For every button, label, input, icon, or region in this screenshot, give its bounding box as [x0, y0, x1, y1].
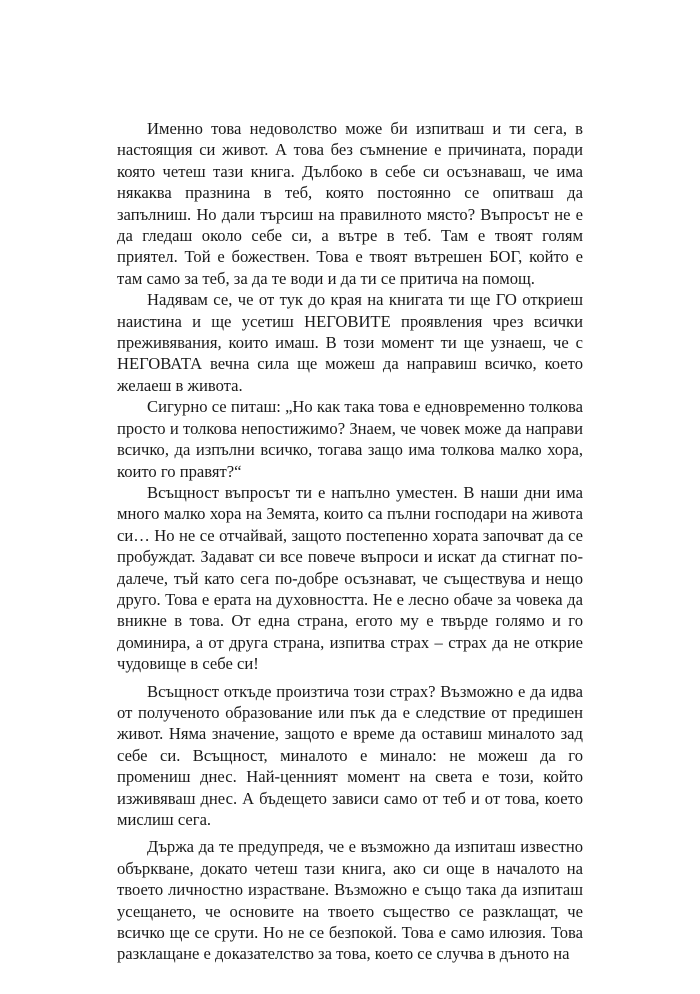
paragraph-5: Всъщност откъде произтича този страх? Възможно е да идва от полученото образование или пък да е следствие от предишен живот. Няма значение, защото е време да оставиш миналото зад себе си. Всъщност, миналото е минало: не можеш да го промениш днес. Най-ценният момент на света е този, който изживяваш днес. А бъдещето зависи само от теб и от това, което мислиш сега.	[117, 681, 583, 829]
paragraph-4: Всъщност въпросът ти е напълно уместен. В наши дни има много малко хора на Земята, които са пълни господари на живота си… Но не се отчайвай, защото постепенно хората започват да се пробуждат. Задават си все повече въпроси и искат да стигнат по-далече, тъй като сега по-добре осъзнават, че съществува и нещо друго. Това е ерата на духовността. Не е лесно обаче за човека да вникне в това. От една страна, егото му е твърде голямо и го доминира, а от друга страна, изпитва страх – страх да не открие чудовище в себе си!	[117, 482, 583, 674]
paragraph-2: Надявам се, че от тук до края на книгата ти ще ГО откриеш наистина и ще усетиш НЕГОВИТЕ проявления чрез всички преживявания, които имаш. В този момент ти ще узнаеш, че с НЕГОВАТА вечна сила ще можеш да направиш всичко, което желаеш в живота.	[117, 290, 583, 395]
paragraph-6: Държа да те предупредя, че е възможно да изпиташ известно объркване, докато четеш тази книга, ако си още в началото на твоето личностно израстване. Възможно е също така да изпиташ усещането, че основите на твоето същество се разклащат, че всичко ще се срути. Но не се безпокой. Това е само илюзия. Това разклащане е доказателство за това, което се случва в дъното на	[117, 837, 583, 964]
body-text	[117, 118, 583, 965]
paragraph-1: Именно това недоволство може би изпитваш и ти сега, в настоящия си живот. А това без съмнение е причината, поради която четеш тази книга. Дълбоко в себе си осъзнаваш, че има някаква празнина в теб, която постоянно се опитваш да запълниш. Но дали търсиш на правилното място? Въпросът не е да гледаш около себе си, а вътре в теб. Там е твоят голям приятел. Той е божествен. Това е твоят вътрешен БОГ, който е там само за теб, за да те води и да ти се притича на помощ.	[117, 119, 583, 288]
paragraph-3: Сигурно се питаш: „Но как така това е едновременно толкова просто и толкова непостижимо? Знаем, че човек може да направи всичко, да изпълни всичко, тогава защо има толкова малко хора, които го правят?“	[117, 397, 583, 481]
